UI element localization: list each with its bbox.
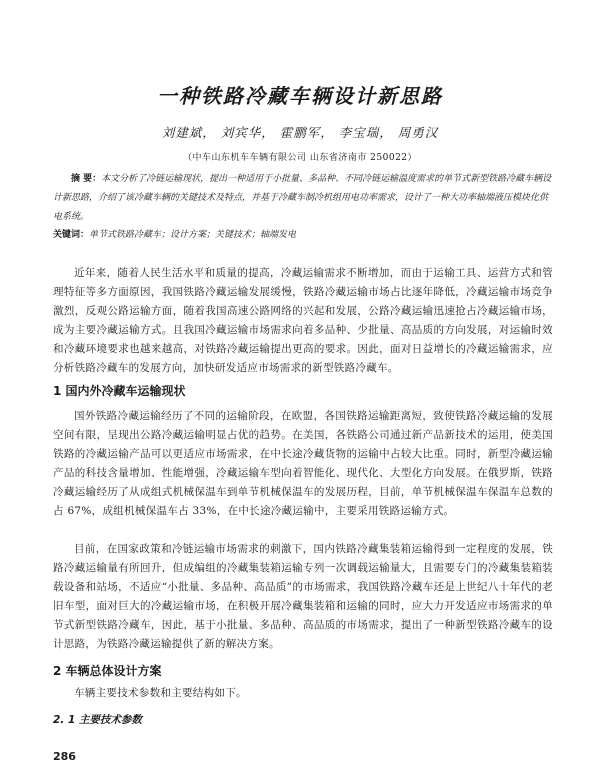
- abstract-label: 摘 要：: [71, 174, 102, 184]
- subsection-2-1-heading: 2. 1 主要技术参数: [53, 714, 142, 726]
- keywords-text: 单节式铁路冷藏车；设计方案；关键技术；轴端发电: [89, 230, 297, 240]
- paper-affiliation: （中车山东机车车辆有限公司 山东省济南市 250022）: [182, 153, 418, 163]
- abstract-block: [53, 170, 553, 227]
- section-2-intro: 车辆主要技术参数和主要结构如下。: [74, 687, 247, 699]
- section-1-paragraph-2: 目前，在国家政策和冷链运输市场需求的刺激下，国内铁路冷藏集装箱运输得到一定程度的发展，铁路冷藏运输量有所回升，但成编组的冷藏集装箱运输专列一次调载运输量大，且需要专门的冷藏集装箱装载设备和站场，不适应“小批量、多品种、高品质”的市场需求，我国铁路冷藏车还是上世纪八十年代的老旧车型，面对巨大的冷藏运输市场，在积极开展冷藏集装箱和运输的同时，应大力开发适应市场需求的单节式新型铁路冷藏车，因此，基于小批量、多品种、高品质的市场需求，提出了一种新型铁路冷藏车的设计思路，为铁路冷藏运输提供了新的解决方案。: [53, 543, 553, 650]
- paper-authors: 刘建斌， 刘宾华， 霍鹏军， 李宝瑞， 周勇汉: [161, 125, 439, 140]
- section-2-heading: 2 车辆总体设计方案: [53, 664, 162, 678]
- section-1-heading: 1 国内外冷藏车运输现状: [53, 384, 186, 398]
- section-1-paragraph-1: 国外铁路冷藏运输经历了不同的运输阶段，在欧盟，各国铁路运输距离短，致使铁路冷藏运输的发展空间有限，呈现出公路冷藏运输明显占优的趋势。在美国，各铁路公司通过新产品新技术的运用，使美国铁路的冷藏运输产品可以更适应市场需求，在中长途冷藏货物的运输中占较大比重。同时，新型冷藏运输产品的科技含量增加、性能增强，冷藏运输车型向着智能化、现代化、大型化方向发展。在俄罗斯，铁路冷藏运输经历了从成组式机械保温车到单节机械保温车的发展历程，目前，单节机械保温车保温车总数的占 67%，成组机械保温车占 33%，在中长途冷藏运输中，主要采用铁路运输方式。: [53, 410, 553, 517]
- abstract-text: 本文分析了冷链运输现状，提出一种适用于小批量、多品种、不同冷链运输温度需求的单节式新型铁路冷藏车辆设计新思路，介绍了该冷藏车辆的关键技术及特点，并基于冷藏车制冷机组用电功率需求，设计了一种大功率轴端液压模块化供电系统。: [53, 174, 552, 222]
- paper-title: 一种铁路冷藏车辆设计新思路: [157, 84, 443, 108]
- keywords-block: [53, 228, 553, 242]
- page-number: 286: [53, 750, 76, 763]
- keywords-label: 关键词：: [53, 230, 90, 240]
- intro-paragraph: 近年来，随着人民生活水平和质量的提高，冷藏运输需求不断增加，而由于运输工具、运营方式和管理特征等多方面原因，我国铁路冷藏运输发展缓慢，铁路冷藏运输市场占比逐年降低，冷藏运输市场竞争激烈，反观公路运输方面，随着我国高速公路网络的兴起和发展，公路冷藏运输迅速抢占冷藏运输市场，成为主要冷藏运输方式。且我国冷藏运输市场需求向着多品种、少批量、高品质的方向发展，对运输时效和冷藏环境要求也越来越高，对铁路冷藏运输提出更高的要求。因此，面对日益增长的冷藏运输需求，应分析铁路冷藏车的发展方向，加快研发适应市场需求的新型铁路冷藏车。: [53, 267, 553, 374]
